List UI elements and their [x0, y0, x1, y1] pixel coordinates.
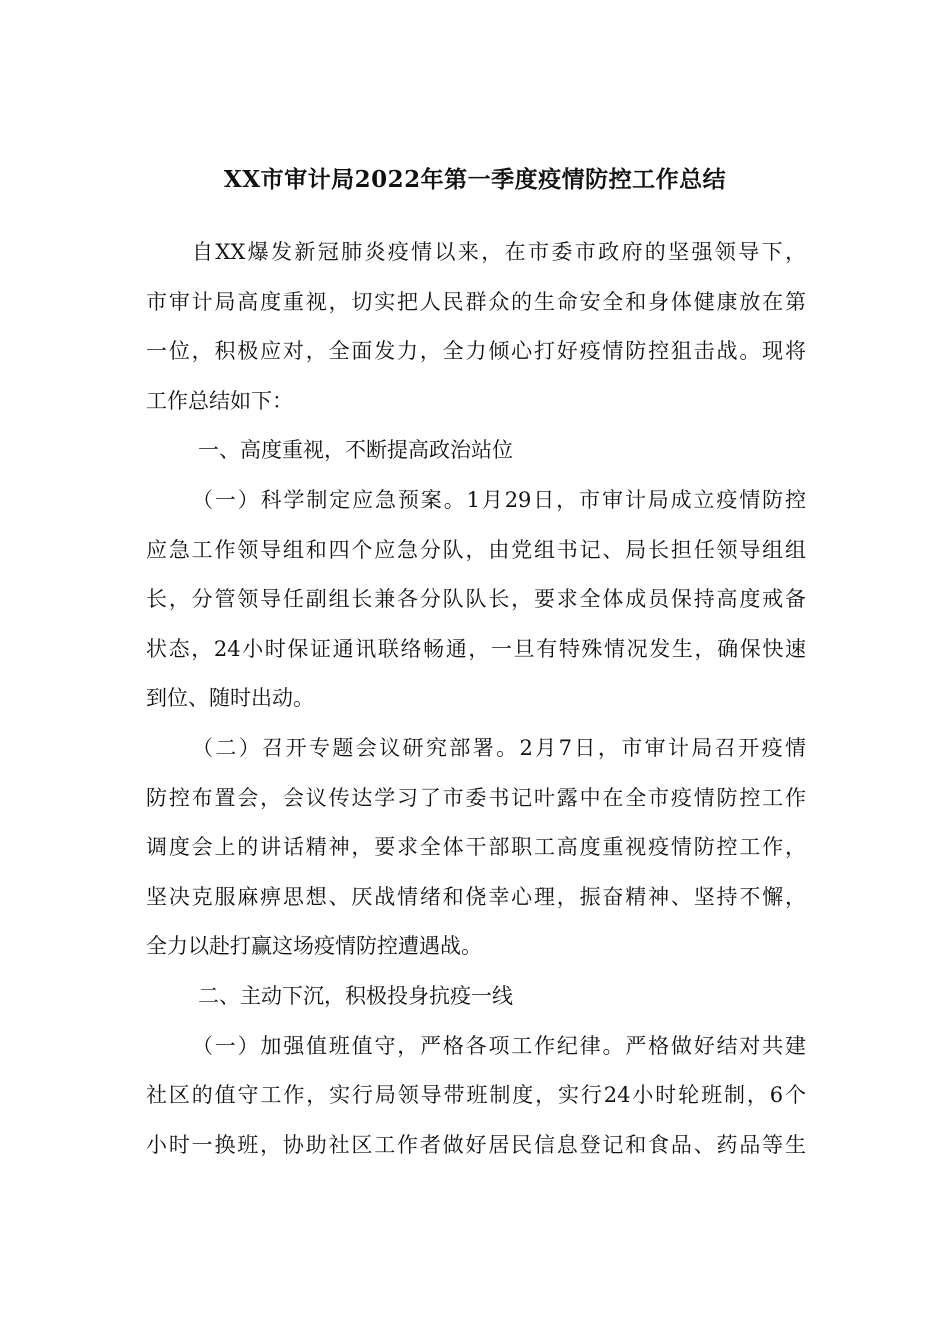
paragraph-1-2-line-2: 防控布置会，会议传达学习了市委书记叶露中在全市疫情防控工作 — [146, 785, 806, 810]
paragraph-1-2-line-3: 调度会上的讲话精神，要求全体干部职工高度重视疫情防控工作， — [146, 835, 806, 860]
paragraph-1-1-line-5: 到位、随时出动。 — [146, 686, 314, 711]
paragraph-intro-line-3: 一位，积极应对，全面发力，全力倾心打好疫情防控狙击战。现将 — [146, 339, 806, 364]
paragraph-1-1-line-1: （一）科学制定应急预案。1月29日，市审计局成立疫情防控 — [192, 487, 806, 512]
paragraph-2-1-line-3: 小时一换班，协助社区工作者做好居民信息登记和食品、药品等生 — [146, 1132, 806, 1157]
paragraph-intro-line-2: 市审计局高度重视，切实把人民群众的生命安全和身体健康放在第 — [146, 289, 806, 314]
paragraph-1-1-line-4: 状态，24小时保证通讯联络畅通，一旦有特殊情况发生，确保快速 — [146, 636, 806, 661]
paragraph-1-1-line-2: 应急工作领导组和四个应急分队，由党组书记、局长担任领导组组 — [146, 537, 806, 562]
paragraph-intro-line-1: 自XX爆发新冠肺炎疫情以来，在市委市政府的坚强领导下， — [192, 240, 806, 264]
paragraph-1-1-line-3: 长，分管领导任副组长兼各分队队长，要求全体成员保持高度戒备 — [146, 587, 806, 612]
paragraph-1-2-line-1: （二）召开专题会议研究部署。2月7日，市审计局召开疫情 — [192, 735, 806, 760]
paragraph-1-2-line-4: 坚决克服麻痹思想、厌战情绪和侥幸心理，振奋精神、坚持不懈， — [146, 884, 806, 909]
paragraph-2-1-line-2: 社区的值守工作，实行局领导带班制度，实行24小时轮班制，6个 — [146, 1083, 806, 1108]
section-heading-1: 一、高度重视，不断提高政治站位 — [198, 438, 513, 463]
document-body — [146, 228, 806, 1170]
section-heading-2: 二、主动下沉，积极投身抗疫一线 — [198, 983, 513, 1008]
paragraph-2-1-line-1: （一）加强值班值守，严格各项工作纪律。严格做好结对共建 — [192, 1033, 806, 1058]
paragraph-1-2-line-5: 全力以赴打赢这场疫情防控遭遇战。 — [146, 934, 482, 959]
paragraph-intro-line-4: 工作总结如下： — [146, 388, 293, 413]
document-title: XX市审计局2022年第一季度疫情防控工作总结 — [223, 166, 727, 193]
